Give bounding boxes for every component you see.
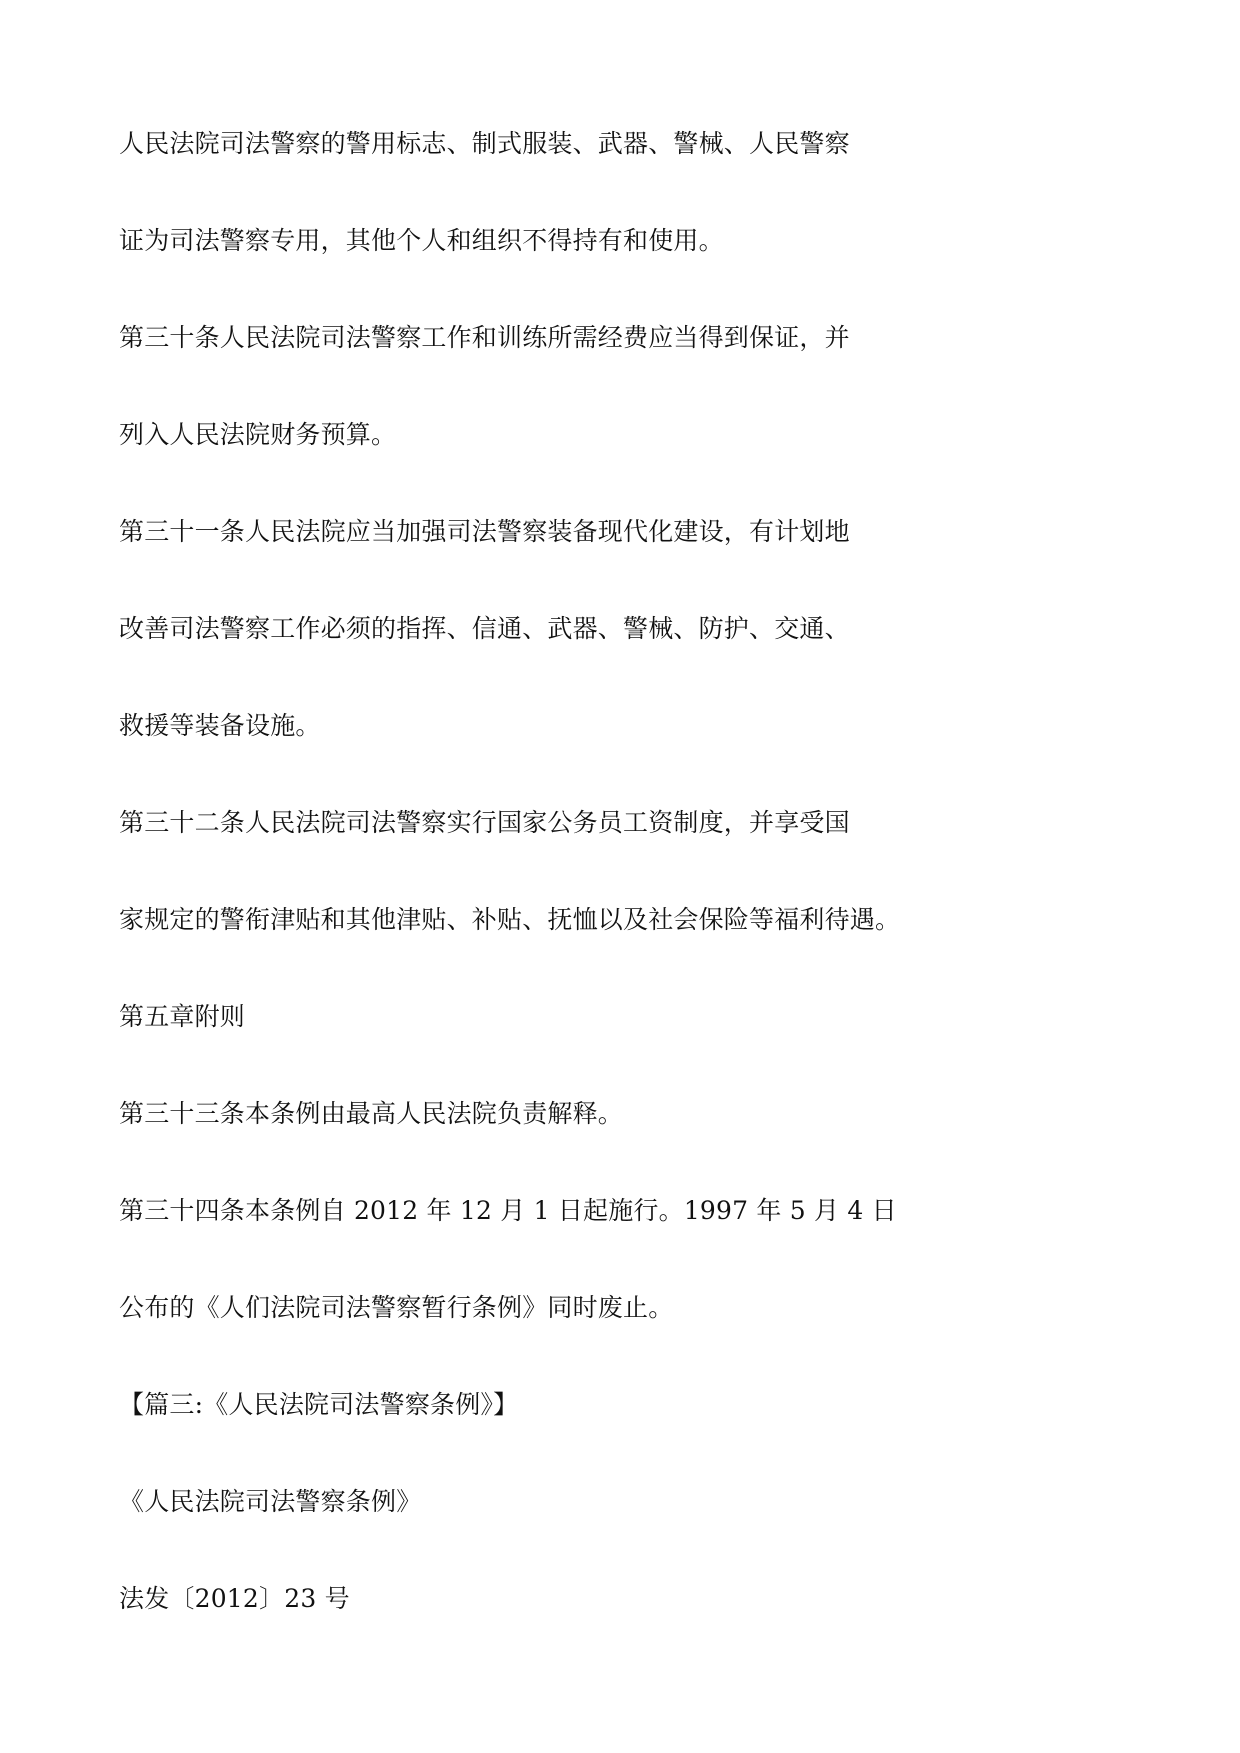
chapter-heading: 第五章附则: [119, 1002, 246, 1031]
article-31-line-2: 改善司法警察工作必须的指挥、信通、武器、警械、防护、交通、: [119, 614, 850, 643]
article-31-line-1: 第三十一条人民法院应当加强司法警察装备现代化建设，有计划地: [119, 517, 850, 546]
article-32-line-2: 家规定的警衔津贴和其他津贴、补贴、抚恤以及社会保险等福利待遇。: [119, 905, 901, 934]
paragraph-line-1: 人民法院司法警察的警用标志、制式服装、武器、警械、人民警察: [119, 129, 850, 158]
article-30-line-1: 第三十条人民法院司法警察工作和训练所需经费应当得到保证，并: [119, 323, 850, 352]
article-34-line-2: 公布的《人们法院司法警察暂行条例》同时废止。: [119, 1293, 674, 1322]
article-31-line-3: 救援等装备设施。: [119, 711, 321, 740]
article-34-line-1: 第三十四条本条例自 2012 年 12 月 1 日起施行。1997 年 5 月 4 日: [119, 1196, 897, 1225]
article-33-line-1: 第三十三条本条例由最高人民法院负责解释。: [119, 1099, 624, 1128]
section-heading: 【篇三:《人民法院司法警察条例》】: [119, 1390, 519, 1419]
regulation-title: 《人民法院司法警察条例》: [119, 1487, 422, 1516]
paragraph-line-2: 证为司法警察专用，其他个人和组织不得持有和使用。: [119, 226, 724, 255]
document-number: 法发〔2012〕23 号: [119, 1584, 350, 1613]
article-30-line-2: 列入人民法院财务预算。: [119, 420, 397, 449]
article-32-line-1: 第三十二条人民法院司法警察实行国家公务员工资制度，并享受国: [119, 808, 850, 837]
